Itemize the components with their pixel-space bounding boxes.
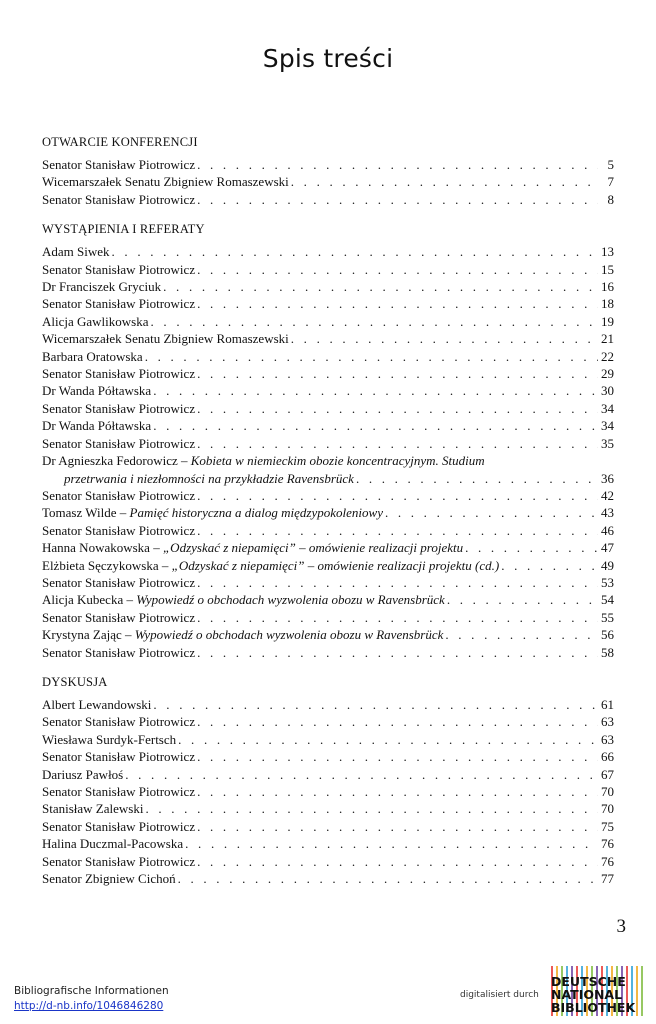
dot-leader (197, 818, 598, 835)
digitized-by-label: digitalisiert durch (460, 990, 539, 1000)
toc-entry-page: 36 (601, 470, 614, 486)
dot-leader (178, 870, 598, 887)
toc-entry (42, 818, 614, 835)
toc-entry-author: Dariusz Pawłoś (42, 766, 124, 782)
toc-entry-page: 56 (601, 627, 614, 643)
toc-entry-title: Wypowiedź o obchodach wyzwolenia obozu w Ravensbrück (134, 627, 444, 643)
toc-entry-author: Albert Lewandowski (42, 696, 152, 712)
toc-entry-author: Tomasz Wilde – (42, 505, 130, 521)
toc-entry-author: Wiesława Surdyk-Fertsch (42, 731, 177, 747)
toc-entry-page: 15 (601, 261, 614, 277)
toc-entry (42, 173, 614, 190)
dnb-logo-line-1: DEUTSCHE (551, 974, 626, 989)
dot-leader (197, 713, 598, 730)
toc-entry-title: Wypowiedź o obchodach wyzwolenia obozu w Ravensbrück (136, 592, 445, 608)
toc-entry-page: 55 (601, 609, 614, 625)
dot-leader (445, 626, 598, 643)
toc-entry-page: 43 (601, 505, 614, 521)
bibliographic-info (14, 984, 169, 1014)
toc-entry-text (42, 626, 443, 643)
dot-leader (197, 191, 598, 208)
toc-entry-author: Senator Stanisław Piotrowicz (42, 644, 196, 660)
toc-entry-line (42, 470, 614, 487)
toc-entry-title: Pamięć historyczna a dialog międzypokoleniowy (129, 505, 383, 521)
dot-leader (151, 313, 598, 330)
dot-leader (197, 853, 598, 870)
dot-leader (125, 766, 598, 783)
toc-entry (42, 539, 614, 556)
toc-entry-title: „Odzyskać z niepamięci” – omówienie realizacji projektu (cd.) (171, 557, 500, 573)
toc-entry-page: 35 (601, 435, 614, 451)
dot-leader (197, 574, 598, 591)
toc-entry-author: Senator Stanisław Piotrowicz (42, 522, 196, 538)
toc-entry (42, 417, 614, 434)
toc-entry (42, 870, 614, 887)
toc-entry-author: Wicemarszałek Senatu Zbigniew Romaszewski (42, 331, 289, 347)
toc-section (42, 134, 614, 208)
dot-leader (197, 365, 598, 382)
toc-entry (42, 644, 614, 661)
toc-entry-author: Dr Wanda Półtawska (42, 418, 152, 434)
dot-leader (197, 609, 598, 626)
toc-entry-page: 34 (601, 400, 614, 416)
toc-entry-page: 63 (601, 714, 614, 730)
toc-entry (42, 435, 614, 452)
toc-entry-author: Krystyna Zając – (42, 627, 135, 643)
toc-entry-page: 13 (601, 244, 614, 260)
toc-entry-page: 70 (601, 784, 614, 799)
dot-leader (197, 261, 598, 278)
toc-entry-title-continued: przetrwania i niezłomności na przykładzie Ravensbrück (64, 470, 354, 486)
toc-entry (42, 783, 614, 800)
toc-entry-page: 18 (601, 296, 614, 312)
page-title: Spis treści (262, 44, 394, 73)
toc-entry-author: Senator Stanisław Piotrowicz (42, 784, 196, 799)
toc-entry-title: Kobieta w niemieckim obozie koncentracyjnym. Studium (190, 453, 485, 469)
toc-entry (42, 261, 614, 278)
toc-entry-author: Dr Wanda Półtawska (42, 383, 152, 399)
dot-leader (197, 748, 598, 765)
dot-leader (153, 417, 598, 434)
toc-entry (42, 382, 614, 399)
toc-entry-author: Dr Franciszek Gryciuk (42, 279, 162, 295)
toc-entry-page: 76 (601, 836, 614, 852)
toc-entry-page: 16 (601, 279, 614, 295)
toc-entry-page: 77 (601, 871, 614, 887)
toc-entry-author: Senator Zbigniew Cichoń (42, 871, 176, 887)
dot-leader (112, 243, 598, 260)
toc-section (42, 674, 614, 887)
section-heading: OTWARCIE KONFERENCJI (42, 135, 198, 149)
toc-entry-page: 29 (601, 366, 614, 382)
dot-leader (163, 278, 598, 295)
dnb-logo (550, 966, 646, 1016)
toc-entry-page: 63 (601, 731, 614, 747)
dot-leader (465, 539, 598, 556)
toc-entry (42, 522, 614, 539)
toc-entry (42, 835, 614, 852)
dot-leader (291, 330, 598, 347)
dot-leader (153, 696, 598, 713)
dot-leader (385, 504, 598, 521)
toc-entry (42, 330, 614, 347)
toc-entry (42, 713, 614, 730)
toc-entry-author: Senator Stanisław Piotrowicz (42, 191, 196, 207)
toc-entry-page: 8 (607, 191, 614, 207)
toc-entry-page: 61 (601, 696, 614, 712)
toc-entry-author: Hanna Nowakowska – (42, 540, 163, 556)
toc-entry-text (42, 504, 383, 521)
toc-entry-page: 46 (601, 522, 614, 538)
toc-entry-page: 54 (601, 592, 614, 608)
toc-entry-author: Senator Stanisław Piotrowicz (42, 435, 196, 451)
toc-entry (42, 278, 614, 295)
toc-entry-text (42, 539, 463, 556)
toc-entry-author: Senator Stanisław Piotrowicz (42, 749, 196, 765)
dot-leader (145, 348, 598, 365)
dnb-logo-line-2: NATIONAL (551, 987, 623, 1002)
toc-entry (42, 574, 614, 591)
bibliographic-info-label: Bibliografische Informationen (14, 985, 169, 997)
toc-entry-page: 7 (607, 174, 614, 190)
toc-entry-author: Senator Stanisław Piotrowicz (42, 487, 196, 503)
toc-entry (42, 591, 614, 608)
toc-entry-page: 67 (601, 766, 614, 782)
dot-leader (197, 295, 598, 312)
toc-entry-page: 47 (601, 540, 614, 556)
toc-entry-page: 5 (607, 157, 614, 172)
toc-entry-author: Senator Stanisław Piotrowicz (42, 818, 196, 834)
toc-entry-author: Senator Stanisław Piotrowicz (42, 400, 196, 416)
toc-entry-text (42, 557, 499, 574)
toc-entry-author: Senator Stanisław Piotrowicz (42, 574, 196, 590)
toc-entry-author: Halina Duczmal-Pacowska (42, 836, 184, 852)
toc-entry-author: Alicja Kubecka – (42, 592, 137, 608)
toc-entry (42, 365, 614, 382)
toc-entry (42, 626, 614, 643)
toc-entry (42, 400, 614, 417)
toc-entry-author: Wicemarszałek Senatu Zbigniew Romaszewski (42, 174, 289, 190)
dot-leader (197, 435, 598, 452)
dot-leader (291, 173, 598, 190)
toc-entry-author: Stanisław Zalewski (42, 801, 144, 817)
dot-leader (153, 382, 598, 399)
dot-leader (197, 644, 598, 661)
dot-leader (197, 400, 598, 417)
toc-entry-author: Senator Stanisław Piotrowicz (42, 296, 196, 312)
toc-entry (42, 557, 614, 574)
toc-entry (42, 295, 614, 312)
toc-entry (42, 191, 614, 208)
dot-leader (447, 591, 598, 608)
section-heading: WYSTĄPIENIA I REFERATY (42, 222, 205, 237)
toc-entry-page: 21 (601, 331, 614, 347)
toc-entry-author: Alicja Gawlikowska (42, 313, 149, 329)
toc-entry (42, 731, 614, 748)
dot-leader (178, 731, 598, 748)
toc-entry-line (42, 452, 614, 469)
toc-entry (42, 348, 614, 365)
toc-entry-author: Adam Siwek (42, 244, 110, 260)
toc-entry-page: 30 (601, 383, 614, 399)
toc-entry-author: Senator Stanisław Piotrowicz (42, 157, 196, 172)
toc-entry-author: Elżbieta Sęczykowska – (42, 557, 172, 573)
toc-entry (42, 748, 614, 765)
toc-entry-title: „Odzyskać z niepamięci” – omówienie realizacji projektu (162, 540, 464, 556)
toc-entry-author: Senator Stanisław Piotrowicz (42, 609, 196, 625)
toc-entry (42, 156, 614, 173)
toc-entry-text (42, 591, 445, 608)
toc-entry-author: Senator Stanisław Piotrowicz (42, 853, 196, 869)
dot-leader (501, 557, 598, 574)
dot-leader (197, 487, 598, 504)
toc-section (42, 221, 614, 661)
toc-entry-page: 75 (601, 818, 614, 834)
dot-leader (145, 800, 598, 817)
toc-entry (42, 243, 614, 260)
toc-entry-author: Senator Stanisław Piotrowicz (42, 714, 196, 730)
toc-entry (42, 487, 614, 504)
bibliographic-info-link[interactable]: http://d-nb.info/1046846280 (14, 1000, 164, 1012)
toc-entry-page: 70 (601, 801, 614, 817)
dot-leader (356, 470, 598, 487)
dot-leader (197, 783, 598, 800)
dot-leader (197, 522, 598, 539)
toc-entry (42, 696, 614, 713)
toc-entry-author: Senator Stanisław Piotrowicz (42, 261, 196, 277)
section-heading: DYSKUSJA (42, 674, 108, 689)
toc-entry-page: 22 (601, 348, 614, 364)
page-number: 3 (616, 916, 626, 937)
toc-entry-page: 19 (601, 313, 614, 329)
toc-entry-page: 42 (601, 487, 614, 503)
toc-entry-page: 76 (601, 853, 614, 869)
toc-entry (42, 313, 614, 330)
toc-entry-page: 49 (601, 557, 614, 573)
toc-entry-author: Barbara Oratowska (42, 348, 143, 364)
toc-entry-author: Dr Agnieszka Fedorowicz – (42, 453, 191, 469)
table-of-contents (42, 134, 614, 900)
toc-entry-page: 66 (601, 749, 614, 765)
toc-entry (42, 504, 614, 521)
dot-leader (185, 835, 598, 852)
toc-entry (42, 853, 614, 870)
toc-entry-page: 53 (601, 574, 614, 590)
toc-entry (42, 452, 614, 487)
toc-entry-page: 34 (601, 418, 614, 434)
toc-entry (42, 800, 614, 817)
dot-leader (197, 156, 598, 173)
toc-entry (42, 766, 614, 783)
toc-entry-page: 58 (601, 644, 614, 660)
toc-entry-author: Senator Stanisław Piotrowicz (42, 366, 196, 382)
dnb-logo-line-3: BIBLIOTHEK (551, 1000, 636, 1015)
toc-entry (42, 609, 614, 626)
